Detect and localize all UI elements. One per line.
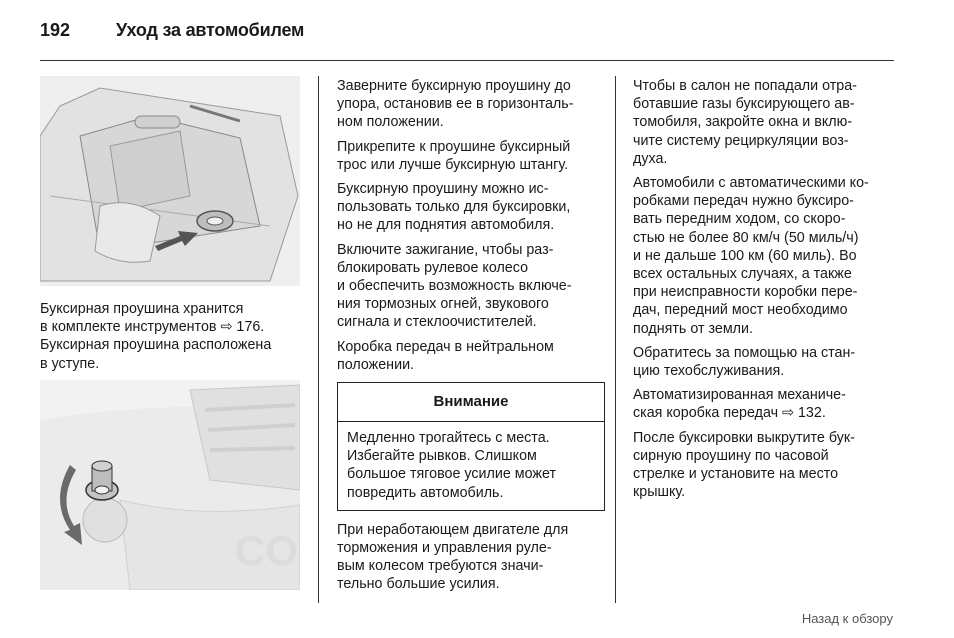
text-line: положении. xyxy=(337,356,415,373)
caption-tow-eye-storage xyxy=(40,300,310,373)
text-line: упора, остановив ее в горизонталь- xyxy=(337,96,574,113)
caption-line: Буксирная проушина хранится xyxy=(40,301,244,317)
text-line: цию техобслуживания. xyxy=(633,363,785,380)
text-line: Медленно трогайтесь с места. xyxy=(347,430,550,447)
tool-kit-illustration xyxy=(40,76,300,286)
text-line: Избегайте рывков. Слишком xyxy=(347,448,537,465)
text-line: трос или лучше буксирную штангу. xyxy=(337,156,569,173)
text-line: чите систему рециркуляции воз- xyxy=(633,132,849,149)
text-line: ном положении. xyxy=(337,114,444,131)
text-line: и обеспечить возможность включе- xyxy=(337,278,572,295)
warning-title: Внимание xyxy=(338,383,604,422)
text-line: всех остальных случаях, а также xyxy=(633,266,852,283)
text-line: Заверните буксирную проушину до xyxy=(337,78,571,94)
caption-line: Буксирная проушина расположена xyxy=(40,337,272,354)
text-line: ния тормозных огней, звукового xyxy=(337,296,549,313)
text-line: Включите зажигание, чтобы раз- xyxy=(337,241,554,258)
page-number: 192 xyxy=(40,20,71,40)
text-line: при неисправности коробки пере- xyxy=(633,284,858,301)
header-divider xyxy=(40,60,894,61)
column-3 xyxy=(633,77,895,507)
text-line: Обратитесь за помощью на стан- xyxy=(633,344,856,361)
back-to-overview-link[interactable]: Назад к обзору xyxy=(801,611,893,626)
text-line: При неработающем двигателе для xyxy=(337,521,569,538)
text-line: Прикрепите к проушине буксирный xyxy=(337,138,571,155)
paragraph xyxy=(337,77,605,132)
text-line: сирную проушину по часовой xyxy=(633,447,829,464)
text-line: Буксирную проушину можно ис- xyxy=(337,181,549,198)
text-line: ская коробка передач ⇨ 132. xyxy=(633,405,826,422)
text-line: тельно большие усилия. xyxy=(337,576,500,593)
text-line: духа. xyxy=(633,150,668,167)
text-line: блокировать рулевое колесо xyxy=(337,259,529,276)
text-line: стью не более 80 км/ч (50 миль/ч) xyxy=(633,229,859,246)
text-line: торможения и управления руле- xyxy=(337,540,552,557)
paragraph xyxy=(337,521,605,594)
column-divider-1 xyxy=(318,76,319,603)
text-line: большое тяговое усилие может xyxy=(347,466,556,483)
text-line: пользовать только для буксировки, xyxy=(337,199,571,216)
text-line: дач, передний мост необходимо xyxy=(633,302,848,319)
caption-line xyxy=(40,318,310,336)
text-line: вать передним ходом, со скоро- xyxy=(633,211,846,228)
paragraph xyxy=(337,180,605,235)
tow-eye-drawing xyxy=(40,380,300,590)
text-line: повредить автомобиль. xyxy=(347,484,504,501)
paragraph xyxy=(633,77,895,168)
text-line: но не для поднятия автомобиля. xyxy=(337,217,555,234)
warning-body xyxy=(338,422,604,510)
text-line: крышку. xyxy=(633,484,686,501)
paragraph xyxy=(633,386,895,422)
paragraph xyxy=(633,344,895,380)
paragraph xyxy=(633,429,895,502)
text-line: ботавшие газы буксирующего ав- xyxy=(633,96,855,113)
paragraph xyxy=(337,138,605,174)
caption-text: в комплекте инструментов ⇨ 176. xyxy=(40,319,265,336)
page-title: Уход за автомобилем xyxy=(116,20,305,40)
text-line: Автомобили с автоматическими ко- xyxy=(633,175,869,192)
tow-eye-install-illustration xyxy=(40,380,300,590)
text-line: Коробка передач в нейтральном xyxy=(337,338,554,355)
paragraph xyxy=(337,241,605,332)
text-line: сигнала и стеклоочистителей. xyxy=(337,314,537,331)
paragraph xyxy=(633,174,895,338)
text-line: вым колесом требуются значи- xyxy=(337,558,544,575)
text-line: поднять от земли. xyxy=(633,320,753,337)
text-line: томобиля, закройте окна и вклю- xyxy=(633,114,853,131)
text-line: робками передач нужно буксиро- xyxy=(633,193,854,210)
paragraph xyxy=(337,338,605,374)
column-divider-2 xyxy=(615,76,616,603)
text-line: и не дальше 100 км (60 миль). Во xyxy=(633,247,857,264)
warning-box xyxy=(337,382,605,511)
text-line: Автоматизированная механиче- xyxy=(633,387,846,404)
caption-line: в уступе. xyxy=(40,355,100,372)
text-line: стрелке и установите на место xyxy=(633,466,839,483)
svg-text:CO: CO xyxy=(235,527,298,574)
text-line: Чтобы в салон не попадали отра- xyxy=(633,78,857,94)
column-2 xyxy=(337,77,605,600)
text-line: После буксировки выкрутите бук- xyxy=(633,429,855,446)
tool-kit-drawing xyxy=(40,76,300,286)
